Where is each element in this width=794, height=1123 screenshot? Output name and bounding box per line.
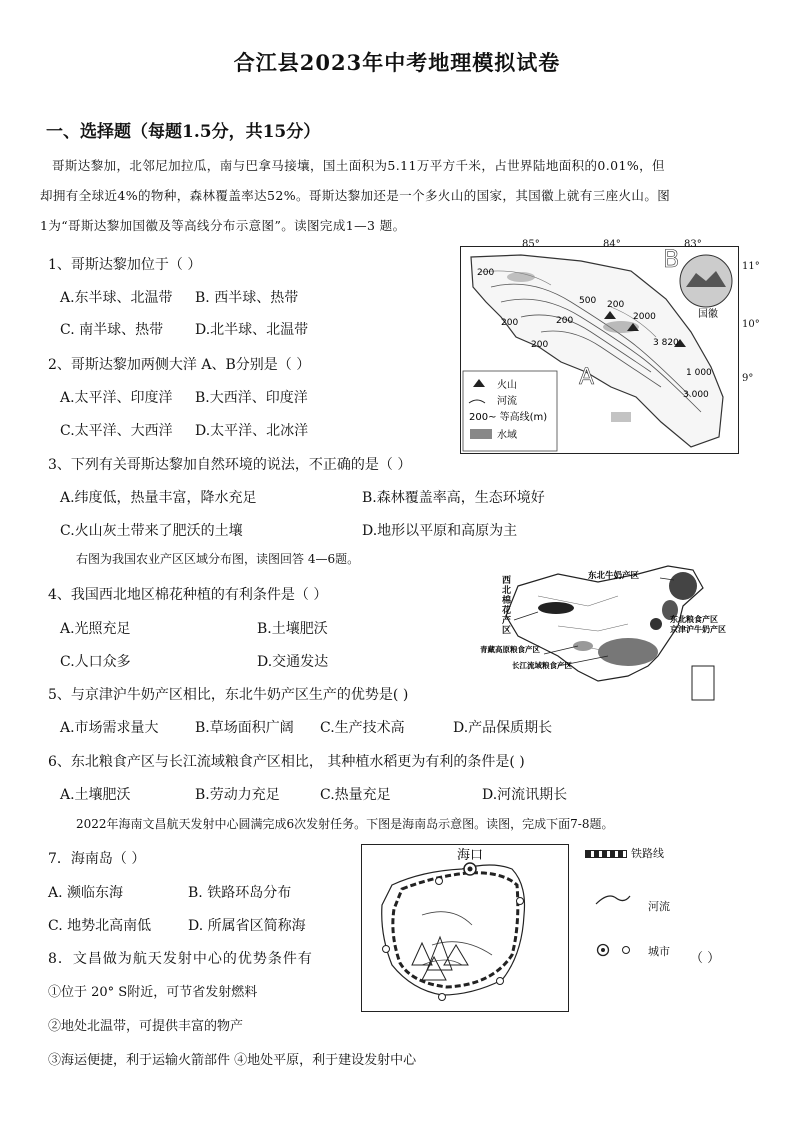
label-dongbei-milk: 东北牛奶产区 <box>588 571 640 581</box>
dongbei-milk-region <box>669 572 697 600</box>
hainan-outline <box>382 865 525 995</box>
q2-option-b: B.大西洋、印度洋 <box>195 390 308 406</box>
q6-option-d: D.河流讯期长 <box>482 787 568 803</box>
legend-water: 水域 <box>497 430 517 441</box>
legend-volcano: 火山 <box>497 380 517 391</box>
ocean-a-label: A <box>579 365 595 390</box>
legend-city: 城市 <box>648 945 670 958</box>
label-jjh-milk: 京津沪牛奶产区 <box>670 625 726 634</box>
q5-option-b: B.草场面积广阔 <box>195 720 294 736</box>
emblem-label: 国徽 <box>698 309 718 320</box>
q6-option-b: B.劳动力充足 <box>195 787 280 803</box>
q8-stem: 8．文昌做为航天发射中心的优势条件有 <box>48 951 313 967</box>
q5-stem: 5、与京津沪牛奶产区相比，东北牛奶产区生产的优势是( ) <box>48 687 409 703</box>
q1-option-a: A.东半球、北温带 <box>60 290 173 306</box>
label-qingzang: 青藏高原粮食产区 <box>480 645 540 654</box>
q3-option-b: B.森林覆盖率高，生态环境好 <box>362 490 545 506</box>
contour-label: 200 <box>477 268 495 278</box>
q3-option-c: C.火山灰土带来了肥沃的土壤 <box>60 523 243 539</box>
q4-stem: 4、我国西北地区棉花种植的有利条件是（ ） <box>48 587 328 603</box>
q1-option-c: C. 南半球、热带 <box>60 322 164 338</box>
lat-label-11: 11° <box>742 261 760 272</box>
contour-label: 200 <box>501 318 519 328</box>
q4-option-a: A.光照充足 <box>60 621 131 637</box>
contour-label: 3 820 <box>653 338 679 348</box>
q4-option-d: D.交通发达 <box>257 654 329 670</box>
q4-option-b: B.土壤肥沃 <box>257 621 328 637</box>
q4-option-c: C.人口众多 <box>60 654 131 670</box>
intro-line-2: 却拥有全球近4%的物种，森林覆盖率达52%。哥斯达黎加还是一个多火山的国家，其国徽上就有三座火山。图 <box>40 188 671 203</box>
contour-label: 3 000 <box>683 390 709 400</box>
q2-option-a: A.太平洋、印度洋 <box>60 390 173 406</box>
legend-railway: 铁路线 <box>631 847 664 860</box>
lat-label-9: 9° <box>742 373 754 384</box>
q6-option-c: C.热量充足 <box>320 787 391 803</box>
q1-option-d: D.北半球、北温带 <box>195 322 309 338</box>
intro-q7-8: 2022年海南文昌航天发射中心圆满完成6次发射任务。下图是海南岛示意图。读图，完成下面7-8题。 <box>76 817 614 831</box>
river-legend-icon <box>594 892 632 906</box>
q3-option-d: D.地形以平原和高原为主 <box>362 523 518 539</box>
q7-option-d: D. 所属省区简称海 <box>188 918 306 934</box>
q8-option-2: ②地处北温带，可提供丰富的物产 <box>48 1019 244 1034</box>
costa-rica-map-graphic <box>461 247 738 453</box>
contour-label: 200 <box>556 316 574 326</box>
haikou-label: 海口 <box>457 848 484 863</box>
lon-label-84: 84° <box>603 239 621 250</box>
section-heading: 一、选择题（每题1.5分，共15分） <box>46 122 321 142</box>
legend-contour: 200~ 等高线(m) <box>469 412 548 423</box>
legend-river-hainan: 河流 <box>648 900 670 913</box>
ocean-b-label: B <box>663 247 680 273</box>
railway-legend-icon <box>585 850 627 858</box>
label-dongbei-grain: 东北粮食产区 <box>670 615 718 624</box>
q3-stem: 3、下列有关哥斯达黎加自然环境的说法，不正确的是（ ） <box>48 457 412 473</box>
contour-label: 2000 <box>633 312 656 322</box>
q7-option-c: C. 地势北高南低 <box>48 918 152 934</box>
jjh-milk-region <box>650 618 662 630</box>
label-xibei-cotton: 西北棉花产区 <box>502 576 512 636</box>
q3-option-a: A.纬度低，热量丰富，降水充足 <box>60 490 257 506</box>
q2-stem: 2、哥斯达黎加两侧大洋 A、B分别是（ ） <box>48 357 311 373</box>
south-sea-inset <box>692 666 714 700</box>
q8-answer-paren: （ ） <box>690 951 721 966</box>
q8-option-1: ①位于 20° S附近，可节省发射燃料 <box>48 985 258 1000</box>
q7-option-a: A. 濒临东海 <box>48 885 124 901</box>
lat-label-10: 10° <box>742 319 760 330</box>
q7-stem: 7．海南岛（ ） <box>48 851 146 867</box>
changjiang-region <box>598 638 658 666</box>
lon-label-85: 85° <box>522 239 540 250</box>
q5-option-a: A.市场需求量大 <box>60 720 159 736</box>
china-agriculture-map <box>478 556 726 708</box>
q5-option-c: C.生产技术高 <box>320 720 405 736</box>
q5-option-d: D.产品保质期长 <box>453 720 553 736</box>
q2-option-d: D.太平洋、北冰洋 <box>195 423 309 439</box>
q1-option-b: B. 西半球、热带 <box>195 290 299 306</box>
china-map-graphic <box>478 556 726 708</box>
label-changjiang: 长江流域粮食产区 <box>512 661 572 670</box>
legend-river: 河流 <box>497 396 517 407</box>
intro-q4-6: 右图为我国农业产区区域分布图，读图回答 4—6题。 <box>76 552 360 566</box>
city-legend-icon <box>596 942 636 958</box>
q8-option-3-4: ③海运便捷，利于运输火箭部件 ④地处平原，利于建设发射中心 <box>48 1053 417 1068</box>
contour-label: 200 <box>531 340 549 350</box>
q1-stem: 1、哥斯达黎加位于（ ） <box>48 257 202 273</box>
water-icon <box>470 429 492 439</box>
q7-option-b: B. 铁路环岛分布 <box>188 885 292 901</box>
xibei-cotton-region <box>538 602 574 614</box>
contour-label: 500 <box>579 296 597 306</box>
lon-label-83: 83° <box>684 239 702 250</box>
intro-line-1: 哥斯达黎加，北邻尼加拉瓜，南与巴拿马接壤，国土面积为5.11万平方千米，占世界陆地面积的0.01%，但 <box>52 158 665 173</box>
q2-option-c: C.太平洋、大西洋 <box>60 423 173 439</box>
hainan-map <box>361 844 569 1012</box>
qingzang-region <box>573 641 593 651</box>
page-title: 合江县2023年中考地理模拟试卷 <box>233 50 561 75</box>
q6-stem: 6、东北粮食产区与长江流域粮食产区相比， 其种植水稻更为有利的条件是( ) <box>48 754 525 770</box>
contour-label: 1 000 <box>686 368 712 378</box>
q6-option-a: A.土壤肥沃 <box>60 787 131 803</box>
costa-rica-map <box>460 246 739 454</box>
contour-label: 200 <box>607 300 625 310</box>
hainan-map-graphic <box>362 845 568 1011</box>
intro-line-3: 1为“哥斯达黎加国徽及等高线分布示意图”。读图完成1—3 题。 <box>40 218 406 233</box>
